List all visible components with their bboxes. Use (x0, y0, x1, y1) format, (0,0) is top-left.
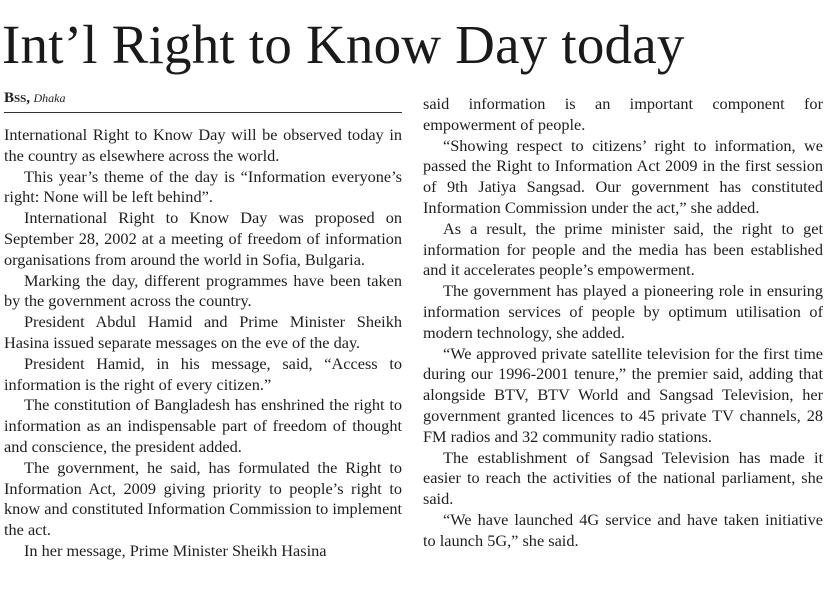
paragraph: “We have launched 4G service and have taken initiative to launch 5G,” she said. (423, 509, 823, 550)
byline-location: Dhaka (33, 91, 66, 105)
paragraph: The government, he said, has formulated the Right to Information Act, 2009 giving priority to people’s right to know and constituted Information Commission to implement the act. (4, 457, 402, 540)
paragraph: The establishment of Sangsad Television has made it easier to reach the activities of the national parliament, she said. (423, 447, 823, 509)
article-column-left (4, 125, 402, 614)
byline-agency: Bss, (4, 90, 30, 106)
paragraph: As a result, the prime minister said, the right to get information for people and the media has been established and it accelerates people’s empowerment. (423, 218, 823, 280)
paragraph: Marking the day, different programmes have been taken by the government across the country. (4, 270, 402, 311)
paragraph: The constitution of Bangladesh has enshrined the right to information as an indispensable part of freedom of thought and conscience, the president added. (4, 395, 402, 456)
paragraph: This year’s theme of the day is “Information everyone’s right: None will be left behind”. (4, 166, 402, 207)
paragraph: President Abdul Hamid and Prime Minister Sheikh Hasina issued separate messages on the eve of the day. (4, 312, 402, 352)
paragraph: said information is an important component for empowerment of people. (423, 94, 823, 134)
paragraph: International Right to Know Day was proposed on September 28, 2002 at a meeting of freedom of information organisations from around the world in Sofia, Bulgaria. (4, 208, 402, 269)
article-column-right (423, 94, 823, 614)
paragraph: In her message, Prime Minister Sheikh Hasina (24, 540, 327, 560)
paragraph: President Hamid, in his message, said, “Access to information is the right of every citizen.” (4, 353, 402, 394)
headline: Int’l Right to Know Day today (2, 14, 685, 75)
paragraph: “Showing respect to citizens’ right to information, we passed the Right to Information Act 2009 in the first session of 9th Jatiya Sangsad. Our government has constituted Information Commission under the act,” she added. (423, 135, 823, 217)
byline (4, 87, 402, 113)
paragraph: The government has played a pioneering role in ensuring information services of people by optimum utilisation of modern technology, she added. (423, 281, 823, 342)
paragraph: “We approved private satellite television for the first time during our 1996-2001 tenure,” the premier said, adding that alongside BTV, BTV World and Sangsad Television, her government granted licences to 45 private TV channels, 28 FM radios and 32 community radio stations. (423, 343, 823, 446)
paragraph: International Right to Know Day will be observed today in the country as elsewhere across the world. (4, 125, 402, 165)
